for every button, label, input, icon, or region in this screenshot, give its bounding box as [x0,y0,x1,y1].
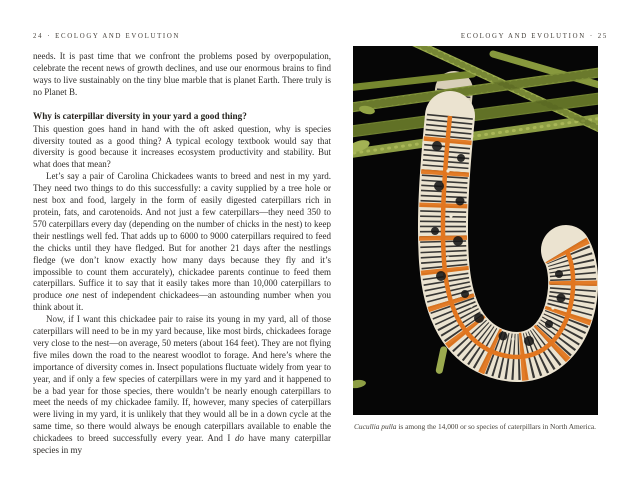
header-separator-dot: · [47,33,52,40]
section-heading: Why is caterpillar diversity in your yard a good thing? [33,110,247,121]
left-page-text-column [33,51,331,457]
paragraph-text: have many caterpillar species in my [33,433,331,456]
emphasized-word: one [65,290,79,301]
paragraph-diversity-question: This question goes hand in hand with the oft asked question, why is species diversity touted as a good thing? A typical ecology textbook would say that diversity is good because it increases ecosystem productivity and stability. But what does that mean? [33,123,331,170]
caterpillar-photo-art [353,46,598,415]
paragraph-overpopulation: needs. It is past time that we confront the problems posed by overpopulation, celebrate the recent news of growth declines, and use our enormous brains to find ways to live sustainably on the tiny blue marble that is planet Earth. There truly is no Planet B. [33,51,331,97]
species-name: Cucullia pulla [354,422,397,431]
paragraph-text: Now, if I want this chickadee pair to raise its young in my yard, all of those caterpillars will need to be in my yard because, like most birds, chickadees forage very close to the nest—on average, 50 meters (about 164 feet). They are not flying five miles down the road to the nearest woodlot to forage. And here’s where the importance of diversity comes in. Insect populations fluctuate widely from year to year, and if only a few species of caterpillars were in my yard and it happened to be a bad year for those species, there wouldn’t be nearly enough caterpillars to meet the needs of my chickadee family. If, however, many species of caterpillars were living in my yard, it is unlikely that they would all be in a down cycle at the same time, so there would always be enough caterpillars available to enable the chickadees to breed successfully every year. And I [33,314,331,444]
paragraph-foraging [33,314,331,457]
left-page-number: 24 [33,33,44,40]
left-running-title: ECOLOGY AND EVOLUTION [55,33,181,40]
caption-text: is among the 14,000 or so species of caterpillars in North America. [396,422,596,431]
paragraph-text: Let’s say a pair of Carolina Chickadees wants to breed and nest in my yard. They need two things to do this successfully: a cavity supplied by a tree hole or nest box and food, largely in the form of easily digested caterpillars rich in protein, fats, and carotenoids. And not just a few caterpillars—they need 350 to 570 caterpillars every day (depending on the number of chicks in the nest) to keep their nestlings well fed. That adds up to 6000 to 9000 caterpillars required to feed the chicks until they have fledged. But for another 21 days after the nestlings fledge (we don’t know exactly how many days because they fly and it’s impossible to count them accurately), chickadee parents continue to feed them caterpillars. Suffice it to say that it easily takes more than 10,000 caterpillars to produce [33,171,331,301]
paragraph-text: nest of independent chickadees—an astounding number when you think about it. [33,290,331,313]
right-running-title: ECOLOGY AND EVOLUTION [460,33,586,40]
header-separator-dot: · [589,33,594,40]
emphasized-word: do [234,433,244,444]
photo-caption [354,422,606,431]
right-page-number: 25 [597,33,608,40]
paragraph-chickadees [33,171,331,314]
left-page-header [33,33,180,40]
caterpillar-photo [353,46,598,415]
right-page-header [461,33,608,40]
